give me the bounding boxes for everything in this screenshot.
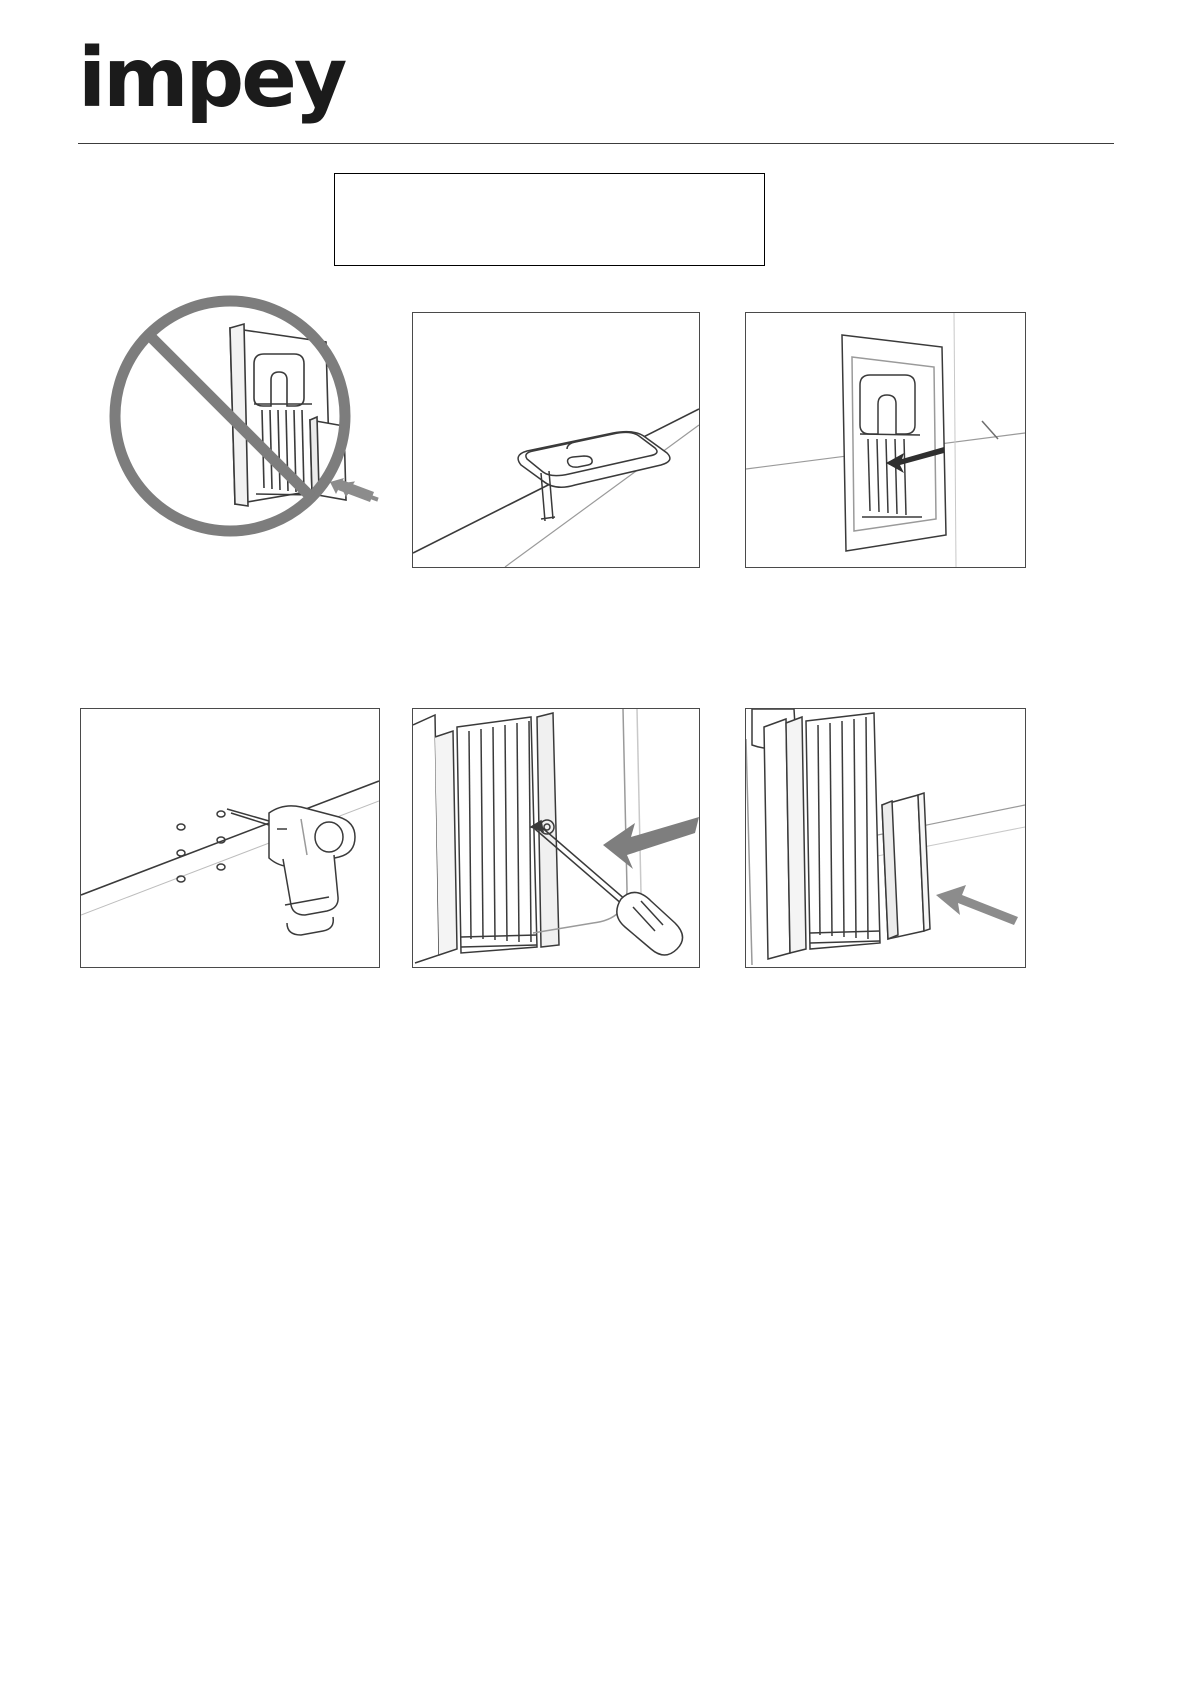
illustration-screwdriver: [413, 709, 699, 967]
figure-apply-seal-to-tray-edge: [412, 312, 700, 568]
figure-do-not-fit-cover: [78, 292, 388, 577]
figure-clip-cover-strip: [745, 708, 1026, 968]
figure-position-panel-against-wall: [745, 312, 1026, 568]
direction-arrow-icon: [603, 817, 699, 869]
illustration-drill: [81, 709, 379, 967]
illustration-seal-edge: [413, 313, 699, 567]
figure-drill-fixing-holes: [80, 708, 380, 968]
illustration-cover-fit: [746, 709, 1025, 967]
figure-tighten-screws: [412, 708, 700, 968]
brand-logo: impey: [78, 31, 345, 126]
header-divider: [78, 143, 1114, 144]
illustration-do-not-fit-cover: [78, 292, 388, 577]
illustration-seal-wall: [746, 313, 1025, 567]
direction-arrow-icon: [936, 885, 1018, 925]
notice-box: [334, 173, 765, 266]
